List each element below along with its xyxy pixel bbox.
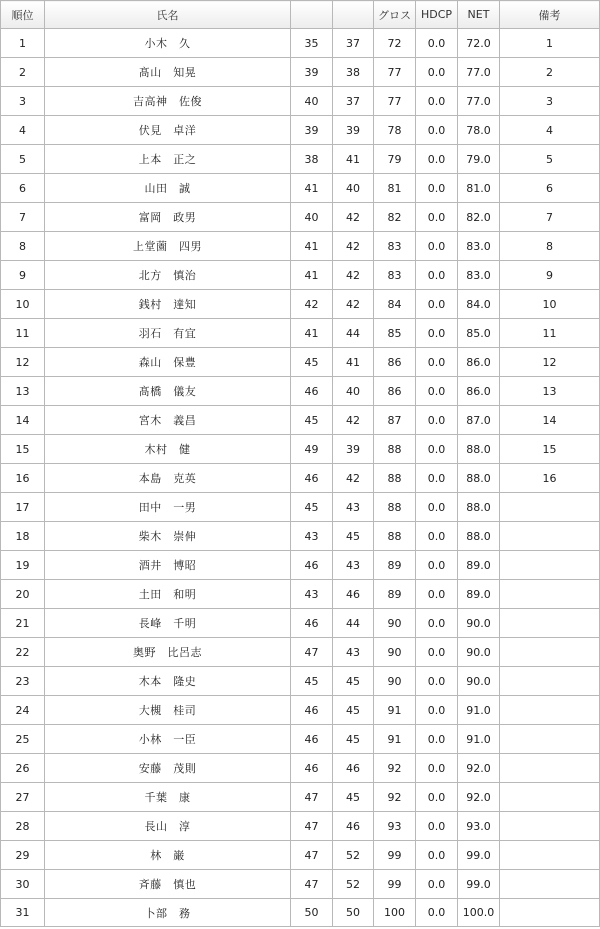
- cell-in: 45: [333, 522, 374, 551]
- cell-hdcp: 0.0: [416, 812, 458, 841]
- cell-net: 90.0: [458, 609, 500, 638]
- cell-hdcp: 0.0: [416, 290, 458, 319]
- cell-in: 37: [333, 87, 374, 116]
- cell-out: 46: [291, 754, 333, 783]
- cell-remarks: 13: [500, 377, 600, 406]
- cell-out: 47: [291, 638, 333, 667]
- cell-net: 99.0: [458, 870, 500, 899]
- cell-remarks: [500, 493, 600, 522]
- cell-name: 髙山 知晃: [45, 58, 291, 87]
- cell-out: 41: [291, 319, 333, 348]
- cell-remarks: [500, 812, 600, 841]
- cell-net: 86.0: [458, 377, 500, 406]
- cell-gross: 78: [374, 116, 416, 145]
- cell-remarks: [500, 638, 600, 667]
- table-row: [1, 899, 600, 927]
- cell-rank: 12: [1, 348, 45, 377]
- cell-net: 88.0: [458, 464, 500, 493]
- cell-hdcp: 0.0: [416, 232, 458, 261]
- cell-net: 89.0: [458, 551, 500, 580]
- cell-remarks: 4: [500, 116, 600, 145]
- column-header-in: [333, 1, 374, 29]
- cell-remarks: 3: [500, 87, 600, 116]
- cell-net: 92.0: [458, 783, 500, 812]
- cell-in: 46: [333, 812, 374, 841]
- cell-out: 46: [291, 725, 333, 754]
- cell-name: 土田 和明: [45, 580, 291, 609]
- results-table-body: [1, 29, 600, 927]
- cell-out: 46: [291, 696, 333, 725]
- cell-rank: 29: [1, 841, 45, 870]
- cell-net: 87.0: [458, 406, 500, 435]
- table-row: [1, 406, 600, 435]
- cell-in: 38: [333, 58, 374, 87]
- cell-net: 90.0: [458, 667, 500, 696]
- cell-remarks: 1: [500, 29, 600, 58]
- cell-gross: 72: [374, 29, 416, 58]
- cell-gross: 100: [374, 899, 416, 927]
- cell-hdcp: 0.0: [416, 870, 458, 899]
- cell-in: 42: [333, 203, 374, 232]
- cell-gross: 83: [374, 261, 416, 290]
- cell-name: 上本 正之: [45, 145, 291, 174]
- cell-out: 46: [291, 609, 333, 638]
- cell-hdcp: 0.0: [416, 696, 458, 725]
- cell-in: 42: [333, 406, 374, 435]
- cell-gross: 88: [374, 435, 416, 464]
- column-header-net: NET: [458, 1, 500, 29]
- cell-remarks: [500, 783, 600, 812]
- cell-name: 銭村 達知: [45, 290, 291, 319]
- cell-gross: 91: [374, 696, 416, 725]
- cell-gross: 86: [374, 348, 416, 377]
- cell-rank: 16: [1, 464, 45, 493]
- cell-gross: 92: [374, 783, 416, 812]
- cell-hdcp: 0.0: [416, 58, 458, 87]
- cell-remarks: 6: [500, 174, 600, 203]
- cell-name: 大槻 桂司: [45, 696, 291, 725]
- cell-out: 46: [291, 377, 333, 406]
- table-row: [1, 522, 600, 551]
- cell-name: 木本 隆史: [45, 667, 291, 696]
- cell-rank: 4: [1, 116, 45, 145]
- cell-remarks: 12: [500, 348, 600, 377]
- cell-net: 88.0: [458, 493, 500, 522]
- cell-hdcp: 0.0: [416, 406, 458, 435]
- cell-out: 41: [291, 261, 333, 290]
- cell-in: 41: [333, 348, 374, 377]
- cell-remarks: 8: [500, 232, 600, 261]
- cell-remarks: 9: [500, 261, 600, 290]
- cell-gross: 90: [374, 638, 416, 667]
- cell-hdcp: 0.0: [416, 348, 458, 377]
- table-row: [1, 261, 600, 290]
- cell-rank: 8: [1, 232, 45, 261]
- cell-in: 52: [333, 870, 374, 899]
- cell-remarks: 5: [500, 145, 600, 174]
- table-row: [1, 435, 600, 464]
- table-row: [1, 580, 600, 609]
- cell-net: 77.0: [458, 58, 500, 87]
- cell-out: 40: [291, 203, 333, 232]
- cell-in: 50: [333, 899, 374, 927]
- cell-net: 86.0: [458, 348, 500, 377]
- cell-out: 39: [291, 58, 333, 87]
- cell-in: 45: [333, 667, 374, 696]
- cell-remarks: [500, 899, 600, 927]
- cell-net: 82.0: [458, 203, 500, 232]
- cell-remarks: [500, 841, 600, 870]
- cell-rank: 22: [1, 638, 45, 667]
- cell-in: 40: [333, 174, 374, 203]
- column-header-out: [291, 1, 333, 29]
- cell-hdcp: 0.0: [416, 638, 458, 667]
- cell-remarks: [500, 667, 600, 696]
- table-row: [1, 754, 600, 783]
- cell-hdcp: 0.0: [416, 377, 458, 406]
- cell-name: 林 巌: [45, 841, 291, 870]
- cell-in: 42: [333, 290, 374, 319]
- cell-name: 北方 慎治: [45, 261, 291, 290]
- cell-rank: 14: [1, 406, 45, 435]
- cell-net: 93.0: [458, 812, 500, 841]
- cell-net: 88.0: [458, 435, 500, 464]
- cell-in: 43: [333, 551, 374, 580]
- cell-out: 47: [291, 783, 333, 812]
- cell-name: 小林 一臣: [45, 725, 291, 754]
- cell-out: 45: [291, 348, 333, 377]
- table-row: [1, 58, 600, 87]
- cell-remarks: [500, 580, 600, 609]
- cell-name: 安藤 茂則: [45, 754, 291, 783]
- cell-rank: 20: [1, 580, 45, 609]
- cell-gross: 91: [374, 725, 416, 754]
- cell-out: 45: [291, 493, 333, 522]
- cell-out: 45: [291, 667, 333, 696]
- cell-remarks: [500, 870, 600, 899]
- cell-net: 84.0: [458, 290, 500, 319]
- cell-out: 41: [291, 174, 333, 203]
- cell-net: 79.0: [458, 145, 500, 174]
- table-row: [1, 551, 600, 580]
- cell-name: 森山 保豊: [45, 348, 291, 377]
- cell-remarks: [500, 551, 600, 580]
- cell-out: 46: [291, 464, 333, 493]
- cell-name: 上堂薗 四男: [45, 232, 291, 261]
- cell-out: 47: [291, 841, 333, 870]
- table-row: [1, 812, 600, 841]
- cell-gross: 90: [374, 667, 416, 696]
- cell-in: 43: [333, 638, 374, 667]
- cell-hdcp: 0.0: [416, 435, 458, 464]
- cell-in: 44: [333, 319, 374, 348]
- cell-hdcp: 0.0: [416, 609, 458, 638]
- cell-remarks: 11: [500, 319, 600, 348]
- cell-in: 42: [333, 261, 374, 290]
- cell-out: 43: [291, 522, 333, 551]
- cell-in: 45: [333, 725, 374, 754]
- cell-name: 酒井 博昭: [45, 551, 291, 580]
- cell-gross: 92: [374, 754, 416, 783]
- table-row: [1, 319, 600, 348]
- cell-net: 83.0: [458, 261, 500, 290]
- cell-out: 45: [291, 406, 333, 435]
- table-row: [1, 464, 600, 493]
- cell-hdcp: 0.0: [416, 29, 458, 58]
- cell-hdcp: 0.0: [416, 261, 458, 290]
- cell-in: 37: [333, 29, 374, 58]
- cell-name: 宮木 義昌: [45, 406, 291, 435]
- cell-net: 91.0: [458, 696, 500, 725]
- cell-name: 富岡 政男: [45, 203, 291, 232]
- cell-name: 吉高神 佐俊: [45, 87, 291, 116]
- table-row: [1, 348, 600, 377]
- column-header-hdcp: HDCP: [416, 1, 458, 29]
- cell-in: 40: [333, 377, 374, 406]
- cell-hdcp: 0.0: [416, 319, 458, 348]
- table-row: [1, 638, 600, 667]
- cell-rank: 18: [1, 522, 45, 551]
- cell-out: 41: [291, 232, 333, 261]
- cell-in: 42: [333, 232, 374, 261]
- cell-name: 長峰 千明: [45, 609, 291, 638]
- cell-gross: 89: [374, 580, 416, 609]
- cell-net: 90.0: [458, 638, 500, 667]
- table-row: [1, 290, 600, 319]
- cell-remarks: 7: [500, 203, 600, 232]
- cell-name: 奥野 比呂志: [45, 638, 291, 667]
- cell-hdcp: 0.0: [416, 783, 458, 812]
- cell-gross: 99: [374, 841, 416, 870]
- cell-gross: 81: [374, 174, 416, 203]
- cell-name: 髙橋 儀友: [45, 377, 291, 406]
- cell-name: 斉藤 慎也: [45, 870, 291, 899]
- table-row: [1, 870, 600, 899]
- cell-rank: 1: [1, 29, 45, 58]
- cell-hdcp: 0.0: [416, 174, 458, 203]
- table-row: [1, 841, 600, 870]
- cell-out: 42: [291, 290, 333, 319]
- cell-rank: 27: [1, 783, 45, 812]
- cell-gross: 99: [374, 870, 416, 899]
- cell-out: 49: [291, 435, 333, 464]
- cell-name: 羽石 有宜: [45, 319, 291, 348]
- cell-rank: 24: [1, 696, 45, 725]
- cell-rank: 13: [1, 377, 45, 406]
- cell-in: 43: [333, 493, 374, 522]
- cell-net: 100.0: [458, 899, 500, 927]
- cell-hdcp: 0.0: [416, 493, 458, 522]
- cell-name: 小木 久: [45, 29, 291, 58]
- cell-hdcp: 0.0: [416, 899, 458, 927]
- cell-net: 91.0: [458, 725, 500, 754]
- cell-rank: 31: [1, 899, 45, 927]
- cell-hdcp: 0.0: [416, 145, 458, 174]
- cell-gross: 93: [374, 812, 416, 841]
- cell-gross: 85: [374, 319, 416, 348]
- cell-gross: 79: [374, 145, 416, 174]
- cell-remarks: [500, 754, 600, 783]
- cell-hdcp: 0.0: [416, 203, 458, 232]
- column-header-remarks: 備考: [500, 1, 600, 29]
- cell-out: 46: [291, 551, 333, 580]
- cell-name: 本島 克英: [45, 464, 291, 493]
- cell-rank: 11: [1, 319, 45, 348]
- cell-in: 41: [333, 145, 374, 174]
- cell-name: 田中 一男: [45, 493, 291, 522]
- cell-net: 77.0: [458, 87, 500, 116]
- cell-in: 46: [333, 754, 374, 783]
- column-header-rank: 順位: [1, 1, 45, 29]
- cell-hdcp: 0.0: [416, 464, 458, 493]
- cell-in: 39: [333, 435, 374, 464]
- cell-out: 40: [291, 87, 333, 116]
- cell-hdcp: 0.0: [416, 841, 458, 870]
- cell-name: 山田 誠: [45, 174, 291, 203]
- cell-rank: 28: [1, 812, 45, 841]
- table-row: [1, 493, 600, 522]
- table-row: [1, 174, 600, 203]
- column-header-name: 氏名: [45, 1, 291, 29]
- table-row: [1, 725, 600, 754]
- cell-net: 99.0: [458, 841, 500, 870]
- cell-net: 78.0: [458, 116, 500, 145]
- table-row: [1, 783, 600, 812]
- cell-gross: 88: [374, 464, 416, 493]
- table-row: [1, 145, 600, 174]
- cell-remarks: 14: [500, 406, 600, 435]
- table-row: [1, 609, 600, 638]
- table-row: [1, 203, 600, 232]
- header-row: [1, 1, 600, 29]
- cell-in: 46: [333, 580, 374, 609]
- cell-rank: 3: [1, 87, 45, 116]
- cell-in: 42: [333, 464, 374, 493]
- cell-hdcp: 0.0: [416, 667, 458, 696]
- cell-hdcp: 0.0: [416, 116, 458, 145]
- cell-hdcp: 0.0: [416, 87, 458, 116]
- cell-rank: 30: [1, 870, 45, 899]
- cell-out: 50: [291, 899, 333, 927]
- cell-in: 39: [333, 116, 374, 145]
- cell-rank: 23: [1, 667, 45, 696]
- table-row: [1, 29, 600, 58]
- cell-remarks: [500, 696, 600, 725]
- cell-out: 39: [291, 116, 333, 145]
- cell-rank: 6: [1, 174, 45, 203]
- column-header-gross: グロス: [374, 1, 416, 29]
- cell-net: 89.0: [458, 580, 500, 609]
- cell-remarks: [500, 522, 600, 551]
- cell-out: 43: [291, 580, 333, 609]
- cell-hdcp: 0.0: [416, 580, 458, 609]
- cell-net: 88.0: [458, 522, 500, 551]
- cell-in: 52: [333, 841, 374, 870]
- cell-gross: 88: [374, 493, 416, 522]
- cell-name: 千葉 康: [45, 783, 291, 812]
- table-row: [1, 116, 600, 145]
- cell-gross: 84: [374, 290, 416, 319]
- cell-hdcp: 0.0: [416, 522, 458, 551]
- cell-name: 卜部 務: [45, 899, 291, 927]
- cell-remarks: 16: [500, 464, 600, 493]
- cell-gross: 86: [374, 377, 416, 406]
- cell-rank: 5: [1, 145, 45, 174]
- table-row: [1, 377, 600, 406]
- cell-rank: 25: [1, 725, 45, 754]
- cell-gross: 77: [374, 58, 416, 87]
- cell-hdcp: 0.0: [416, 725, 458, 754]
- cell-gross: 83: [374, 232, 416, 261]
- table-row: [1, 696, 600, 725]
- cell-name: 長山 淳: [45, 812, 291, 841]
- cell-name: 伏見 卓洋: [45, 116, 291, 145]
- cell-rank: 26: [1, 754, 45, 783]
- cell-net: 85.0: [458, 319, 500, 348]
- cell-in: 45: [333, 696, 374, 725]
- cell-gross: 82: [374, 203, 416, 232]
- cell-rank: 17: [1, 493, 45, 522]
- cell-net: 72.0: [458, 29, 500, 58]
- cell-hdcp: 0.0: [416, 551, 458, 580]
- cell-rank: 9: [1, 261, 45, 290]
- cell-net: 92.0: [458, 754, 500, 783]
- cell-out: 38: [291, 145, 333, 174]
- cell-remarks: 10: [500, 290, 600, 319]
- cell-in: 45: [333, 783, 374, 812]
- cell-rank: 19: [1, 551, 45, 580]
- table-row: [1, 232, 600, 261]
- cell-out: 47: [291, 870, 333, 899]
- cell-rank: 2: [1, 58, 45, 87]
- cell-remarks: [500, 725, 600, 754]
- cell-hdcp: 0.0: [416, 754, 458, 783]
- cell-rank: 10: [1, 290, 45, 319]
- cell-gross: 89: [374, 551, 416, 580]
- cell-in: 44: [333, 609, 374, 638]
- cell-gross: 88: [374, 522, 416, 551]
- cell-gross: 90: [374, 609, 416, 638]
- cell-name: 柴木 崇伸: [45, 522, 291, 551]
- cell-rank: 7: [1, 203, 45, 232]
- cell-rank: 15: [1, 435, 45, 464]
- cell-remarks: 2: [500, 58, 600, 87]
- cell-net: 83.0: [458, 232, 500, 261]
- cell-remarks: 15: [500, 435, 600, 464]
- cell-remarks: [500, 609, 600, 638]
- cell-gross: 77: [374, 87, 416, 116]
- table-row: [1, 667, 600, 696]
- cell-name: 木村 健: [45, 435, 291, 464]
- cell-net: 81.0: [458, 174, 500, 203]
- cell-gross: 87: [374, 406, 416, 435]
- cell-rank: 21: [1, 609, 45, 638]
- cell-out: 47: [291, 812, 333, 841]
- cell-out: 35: [291, 29, 333, 58]
- table-row: [1, 87, 600, 116]
